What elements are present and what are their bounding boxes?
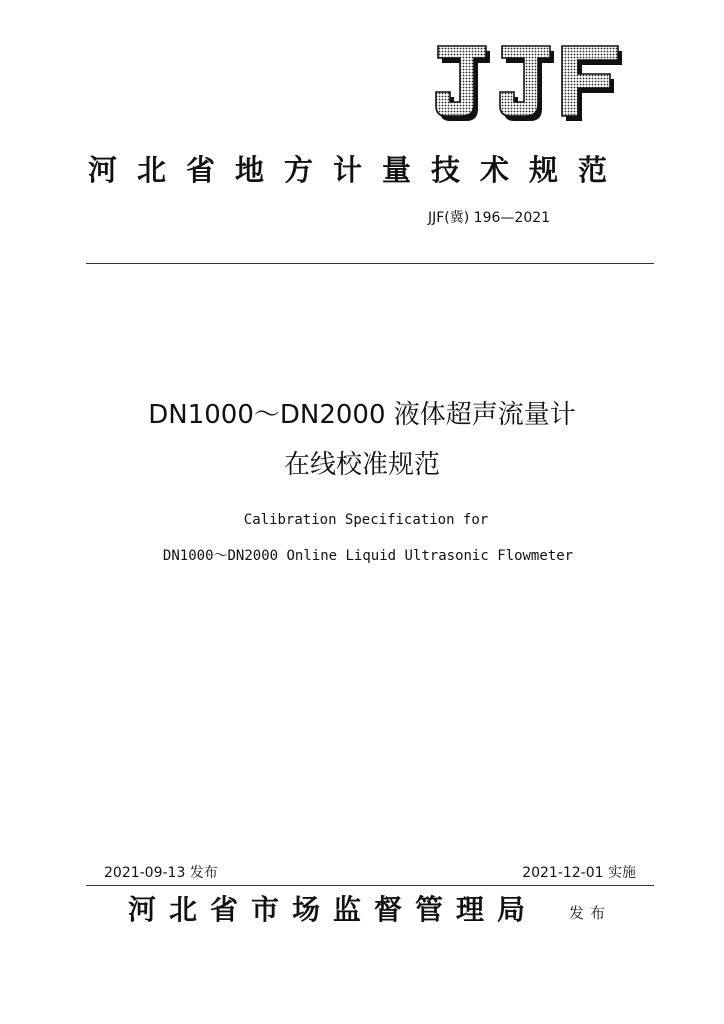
org-title: 河北省地方计量技术规范: [88, 153, 628, 187]
header-divider: [86, 263, 654, 264]
footer-divider: [86, 885, 654, 886]
jjf-logo: [432, 44, 624, 124]
issue-date: 2021-09-13 发布: [104, 865, 218, 881]
document-title-cn-line1: DN1000～DN2000 液体超声流量计: [148, 400, 576, 430]
document-number: JJF(冀) 196—2021: [428, 210, 551, 226]
implementation-date: 2021-12-01 实施: [522, 865, 636, 881]
publish-label: 发布: [569, 904, 612, 922]
document-title-en-line1: Calibration Specification for: [243, 512, 489, 528]
document-title-cn-line2: 在线校准规范: [283, 450, 440, 480]
document-title-en-line2: DN1000～DN2000 Online Liquid Ultrasonic Flowmeter: [162, 548, 574, 564]
publisher-name: 河北省市场监督管理局: [128, 893, 539, 926]
